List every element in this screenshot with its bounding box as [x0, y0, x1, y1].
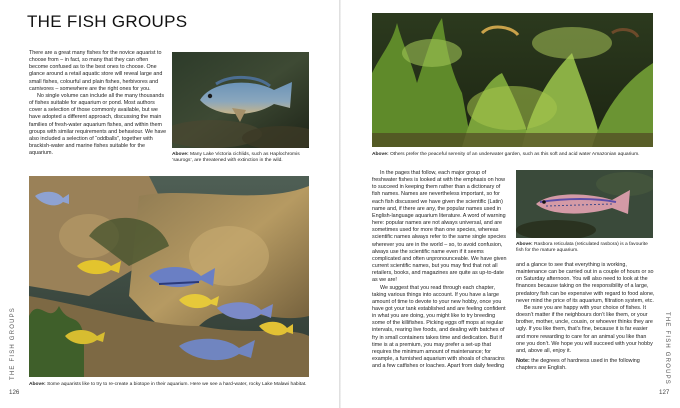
caption-text: Many Lake Victoria cichlids, such as Haplochromis ‘saurogs’, are threatened with extinction in the wild.: [172, 152, 300, 164]
caption-text: Others prefer the peaceful serenity of an underwater garden, such as this soft and acid water Amazonian aquarium.: [389, 152, 640, 157]
rasbora-photo: [516, 170, 653, 238]
rasbora-illustration: [516, 170, 653, 238]
amazonian-illustration: [372, 13, 653, 147]
page-number-left: 126: [9, 389, 20, 396]
right-col2-paragraph-1: and a glance to see that everything is working, maintenance can be carried out in a couple of hours or so on Saturday afternoon. You will also need to look at the finances because taking on the responsibility of a large, predatory fish can be expensive with regard to food alone, never mind the price of its aquarium, filtration system, etc.: [516, 262, 655, 304]
cichlid-photo: [172, 52, 309, 148]
caption-malawi: [29, 382, 311, 388]
intro-paragraph-1: There are a great many fishes for the novice aquarist to choose from – in fact, so many that they can often become confused as to the best ones to choose. One glance around a retail aquatic store will reveal large and small fishes, colourful and plain fishes, herbivores and carnivores – somewhere are the right ones for you.: [29, 50, 163, 92]
caption-lead: Above:: [29, 382, 46, 387]
right-col-paragraph-2: We suggest that you read through each chapter, taking various things into account. If you have a large amount of time to devote to your new hobby, once you have got your tank established and are feeling confident in what you are doing, you might like to try breeding some of the killifishes. Picking eggs off mops at regular intervals, rearing live foods, and dealing with batches of fry in small containers takes time and dedication. But if time is at a premium, you may prefer a set-up that requires the minimum amount of maintenance; for example, a furnished aquarium with shoals of characins and a few catfishes or loaches. Apart from daily feeding: [372, 284, 506, 370]
right-col2-paragraph-2: Be sure you are happy with your choice of fishes. It doesn’t matter if the neighbours don’t like them, or your brother, mother, uncle, cousin, or whoever thinks they are ugly. If you like them, that’s fine, because it is far easier and more rewarding to care for an animal you like than one you don’t. We hope you will succeed with your hobby and, above all, enjoy it.: [516, 304, 653, 354]
book-gutter: [339, 0, 341, 408]
running-head-left: THE FISH GROUPS: [10, 306, 16, 380]
caption-text: Some aquarists like to try to re-create a biotope in their aquarium. Here we see a hard-water, rocky Lake Malawi habitat.: [46, 382, 307, 387]
amazonian-aquarium-photo: [372, 13, 653, 147]
note-lead: Note:: [516, 358, 530, 365]
malawi-biotope-photo: [29, 176, 309, 377]
right-col-paragraph-1: In the pages that follow, each major group of freshwater fishes is looked at with the emphasis on how to succeed in keeping them rather than a dictionary of fish names. Names are nevertheless important, so for each fish discussed we have given the scientific (Latin) name and, if there are any, the popular names used in English-language aquarium literature. A word of warning here: popular names are not always universal, and are sometimes used for more than one species, whereas scientific names always refer to the same single species wherever you are in the world – so, to avoid confusion, always use the scientific name even if it seems complicated and often unpronounceable. We have given current scientific names, but you may find that not all retailers, books, and magazines are quite as up-to-date as we are!: [372, 170, 507, 284]
running-head-right: THE FISH GROUPS: [664, 312, 670, 386]
right-column-left: [372, 170, 509, 370]
right-column-right: [516, 262, 655, 372]
intro-paragraph-2: No single volume can include all the many thousands of fishes suitable for aquarium or pond. Most authors cover a selection of those commonly available, but we have adopted a different approach, discussing the main families of fresh-water aquarium fishes, and within them groups with similar requirements and behaviour. We have also included a selection of “oddballs”, together with brackish-water and marine fishes suitable for the aquarium.: [29, 92, 167, 157]
caption-cichlid: [172, 152, 312, 165]
page-number-right: 127: [659, 389, 670, 396]
note-paragraph: [516, 358, 655, 372]
note-text: the degrees of hardness used in the following chapters are English.: [516, 358, 640, 372]
cichlid-illustration: [172, 52, 309, 148]
caption-amazonian: [372, 152, 662, 158]
caption-lead: Above:: [516, 242, 533, 247]
intro-text: [29, 50, 167, 157]
malawi-illustration: [29, 176, 309, 377]
page-title: THE FISH GROUPS: [27, 12, 188, 31]
caption-rasbora: [516, 242, 656, 255]
caption-lead: Above:: [172, 152, 189, 157]
caption-lead: Above:: [372, 152, 389, 157]
caption-text: Rasbora reticulata (reticulated rasbora) is a favourite fish for the mature aquarium.: [516, 242, 648, 254]
